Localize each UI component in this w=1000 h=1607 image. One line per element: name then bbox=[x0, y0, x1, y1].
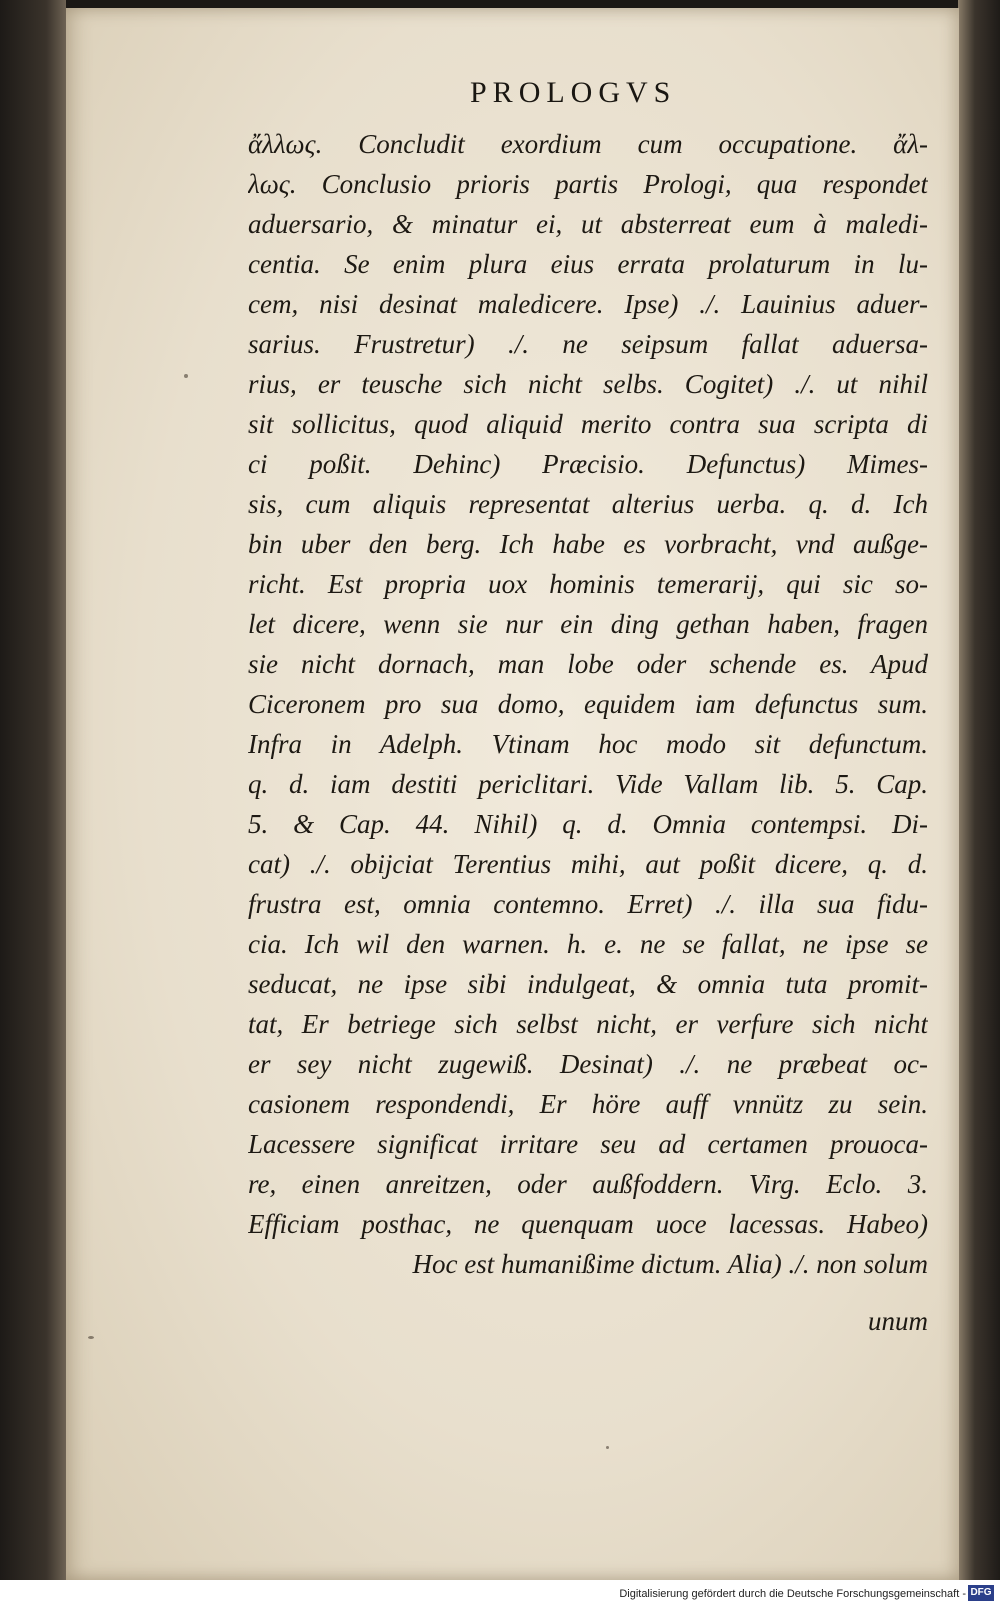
text-line: λως. Conclusio prioris partis Prologi, qua respondet bbox=[248, 169, 928, 199]
text-line: cem, nisi desinat maledicere. Ipse) ./. Lauinius aduer- bbox=[248, 289, 928, 319]
text-line: casionem respondendi, Er höre auff vnnütz zu sein. bbox=[248, 1089, 928, 1119]
text-line: Infra in Adelph. Vtinam hoc modo sit defunctum. bbox=[248, 729, 928, 759]
text-line: let dicere, wenn sie nur ein ding gethan haben, fragen bbox=[248, 609, 928, 639]
body-text bbox=[248, 124, 928, 1284]
text-line: cat) ./. obijciat Terentius mihi, aut poßit dicere, q. d. bbox=[248, 849, 928, 879]
text-line: re, einen anreitzen, oder außfoddern. Virg. Eclo. 3. bbox=[248, 1169, 928, 1199]
text-line: Lacessere significat irritare seu ad certamen prouoca- bbox=[248, 1129, 928, 1159]
text-line: 5. & Cap. 44. Nihil) q. d. Omnia contempsi. Di- bbox=[248, 809, 928, 839]
funding-credit: Digitalisierung gefördert durch die Deutsche Forschungsgemeinschaft - bbox=[619, 1588, 966, 1600]
text-line: Hoc est humanißime dictum. Alia) ./. non solum bbox=[412, 1249, 928, 1279]
catchword: unum bbox=[868, 1306, 928, 1336]
scan-right-edge bbox=[958, 0, 1000, 1607]
dfg-logo: DFG bbox=[968, 1585, 994, 1601]
text-line: seducat, ne ipse sibi indulgeat, & omnia tuta promit- bbox=[248, 969, 928, 999]
text-line: aduersario, & minatur ei, ut absterreat eum à maledi- bbox=[248, 209, 928, 239]
text-line: Ciceronem pro sua domo, equidem iam defunctus sum. bbox=[248, 689, 928, 719]
text-line: cia. Ich wil den warnen. h. e. ne se fallat, ne ipse se bbox=[248, 929, 928, 959]
text-line: er sey nicht zugewiß. Desinat) ./. ne præbeat oc- bbox=[248, 1049, 928, 1079]
paper-speck bbox=[184, 374, 188, 378]
text-line: tat, Er betriege sich selbst nicht, er verfure sich nicht bbox=[248, 1009, 928, 1039]
text-line: rius, er teusche sich nicht selbs. Cogitet) ./. ut nihil bbox=[248, 369, 928, 399]
digitization-footer bbox=[0, 1580, 1000, 1607]
text-line: richt. Est propria uox hominis temerarij, qui sic so- bbox=[248, 569, 928, 599]
text-line: ci poßit. Dehinc) Præcisio. Defunctus) Mimes- bbox=[248, 449, 928, 479]
paper-speck bbox=[606, 1446, 609, 1449]
text-line: sis, cum aliquis representat alterius uerba. q. d. Ich bbox=[248, 489, 928, 519]
text-line: bin uber den berg. Ich habe es vorbracht, vnd außge- bbox=[248, 529, 928, 559]
text-line: sie nicht dornach, man lobe oder schende es. Apud bbox=[248, 649, 928, 679]
text-line: q. d. iam destiti periclitari. Vide Vallam lib. 5. Cap. bbox=[248, 769, 928, 799]
text-line: Efficiam posthac, ne quenquam uoce lacessas. Habeo) bbox=[248, 1209, 928, 1239]
text-line: sit sollicitus, quod aliquid merito contra sua scripta di bbox=[248, 409, 928, 439]
text-line: centia. Se enim plura eius errata prolaturum in lu- bbox=[248, 249, 928, 279]
text-line: frustra est, omnia contemno. Erret) ./. illa sua fidu- bbox=[248, 889, 928, 919]
text-line: sarius. Frustretur) ./. ne seipsum fallat aduersa- bbox=[248, 329, 928, 359]
scan-left-edge bbox=[0, 0, 66, 1607]
running-head: PROLOGVS bbox=[470, 76, 677, 109]
paper-speck bbox=[88, 1336, 94, 1339]
text-line: ἄλλως. Concludit exordium cum occupatione. ἄλ- bbox=[248, 129, 928, 159]
